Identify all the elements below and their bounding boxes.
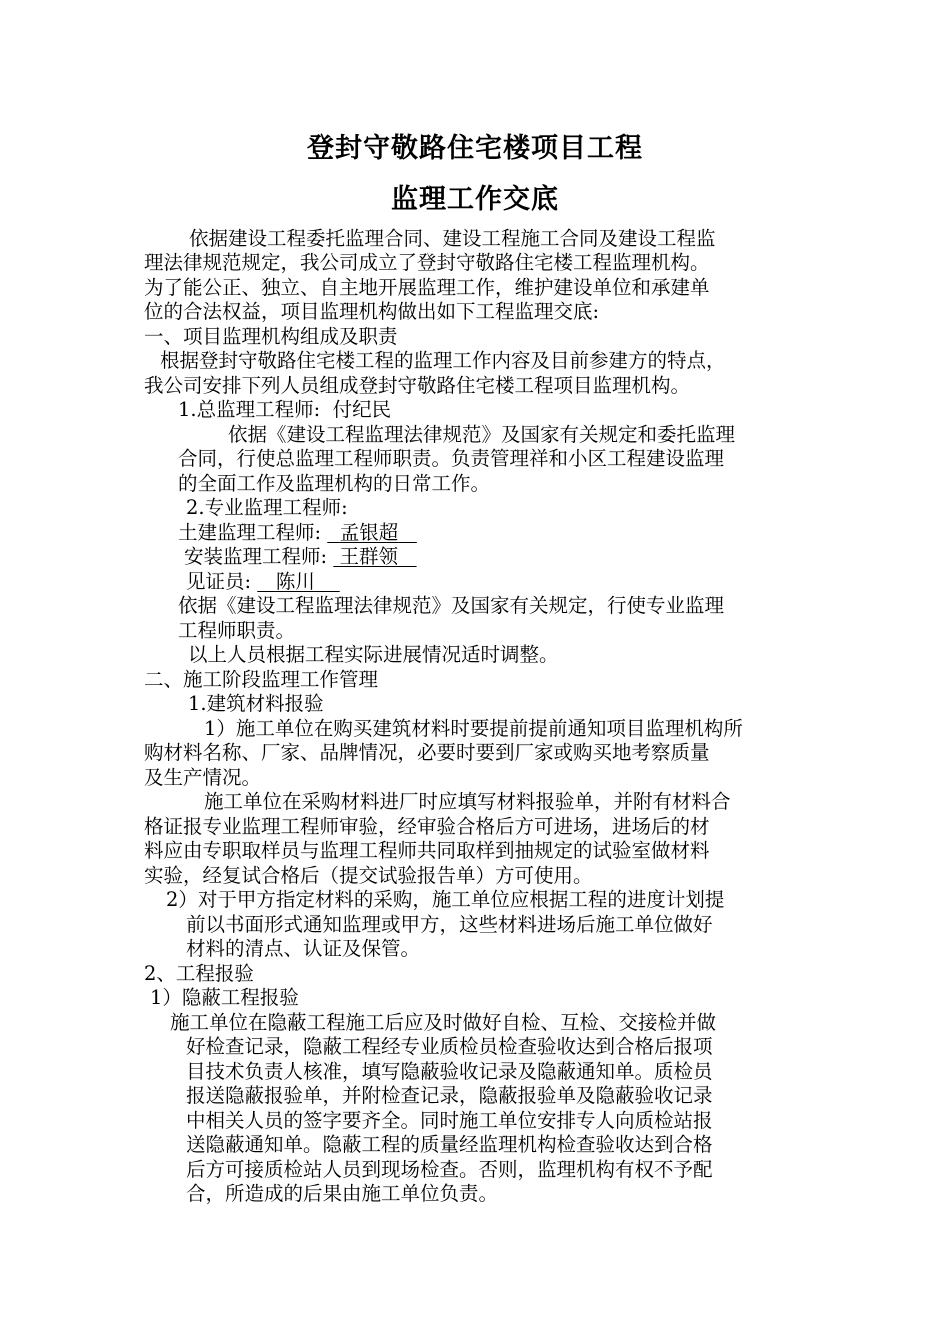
hidden-works-line: 合，所造成的后果由施工单位负责。 [186,1182,499,1205]
chief-engineer-line [178,398,391,422]
materials-entry-line: 施工单位在采购材料进厂时应填写材料报验单，并附有材料合 [204,790,731,813]
intro-line: 理法律规范规定，我公司成立了登封守敬路住宅楼工程监理机构。 [144,251,710,274]
section1-para-line: 根据登封守敬路住宅楼工程的监理工作内容及目前参建方的特点， [160,349,726,372]
hidden-works-subheading: 1）隐蔽工程报验 [150,986,299,1009]
witness-name: 陈川 [275,570,315,593]
specialist-desc-line: 依据《建设工程监理法律规范》及国家有关规定，行使专业监理 [178,594,725,617]
hidden-works-line: 好检查记录，隐蔽工程经专业质检员检查验收达到合格后报项 [186,1035,713,1058]
install-engineer-name: 王群领 [339,545,398,568]
chief-desc-line: 依据《建设工程监理法律规范》及国家有关规定和委托监理 [228,423,736,446]
materials-item1-line: 1）施工单位在购买建筑材料时要提前提前通知项目监理机构所 [204,717,743,740]
inspection-subheading: 2、工程报验 [144,962,254,985]
hidden-works-line: 施工单位在隐蔽工程施工后应及时做好自检、互检、交接检并做 [170,1011,717,1034]
chief-desc-line: 合同，行使总监理工程师职责。负责管理祥和小区工程建设监理 [178,447,725,470]
civil-engineer-name: 孟银超 [339,521,399,544]
materials-entry-line: 实验，经复试合格后（提交试验报告单）方可使用。 [144,864,593,887]
hidden-works-line: 报送隐蔽报验单，并附检查记录，隐蔽报验单及隐蔽验收记录 [186,1084,713,1107]
specialist-desc-line: 工程师职责。 [178,619,296,642]
materials-item1-line: 及生产情况。 [144,766,262,789]
section1-heading: 一、项目监理机构组成及职责 [144,325,398,348]
adjustment-note: 以上人员根据工程实际进展情况适时调整。 [188,643,559,666]
intro-line: 依据建设工程委托监理合同、建设工程施工合同及建设工程监 [189,227,716,250]
document-subtitle: 监理工作交底 [391,184,559,215]
hidden-works-line: 中相关人员的签字要齐全。同时施工单位安排专人向质检站报 [186,1109,713,1132]
materials-item2-line: 材料的清点、认证及保管。 [186,937,421,960]
install-engineer-line [184,545,417,569]
document-title: 登封守敬路住宅楼项目工程 [307,133,643,164]
witness-label: 见证员: [186,570,252,593]
chief-engineer-label: 1.总监理工程师: [178,398,321,421]
witness-line [186,570,340,594]
materials-subheading: 1.建筑材料报验 [188,692,324,715]
specialist-engineer-heading: 2.专业监理工程师: [186,496,348,519]
hidden-works-line: 送隐蔽通知单。隐蔽工程的质量经监理机构检查验收达到合格 [186,1133,713,1156]
materials-item1-line: 购材料名称、厂家、品牌情况，必要时要到厂家或购买地考察质量 [144,741,710,764]
materials-entry-line: 料应由专职取样员与监理工程师共同取样到抽规定的试验室做材料 [144,839,710,862]
intro-line: 位的合法权益，项目监理机构做出如下工程监理交底: [144,300,600,323]
section2-heading: 二、施工阶段监理工作管理 [144,668,379,691]
install-engineer-label: 安装监理工程师: [184,545,328,568]
intro-line: 为了能公正、独立、自主地开展监理工作，维护建设单位和承建单 [144,276,710,299]
hidden-works-line: 后方可接质检站人员到现场检查。否则，监理机构有权不予配 [186,1158,713,1181]
materials-item2-line: 前以书面形式通知监理或甲方，这些材料进场后施工单位做好 [186,913,713,936]
civil-engineer-line [178,521,417,545]
chief-desc-line: 的全面工作及监理机构的日常工作。 [178,472,491,495]
materials-item2-line: 2）对于甲方指定材料的采购，施工单位应根据工程的进度计划提 [166,888,725,911]
civil-engineer-label: 土建监理工程师: [178,521,322,544]
chief-engineer-name: 付纪民 [332,398,392,421]
section1-para-line: 我公司安排下列人员组成登封守敬路住宅楼工程项目监理机构。 [144,374,691,397]
materials-entry-line: 格证报专业监理工程师审验，经审验合格后方可进场，进场后的材 [144,815,710,838]
hidden-works-line: 目技术负责人核准，填写隐蔽验收记录及隐蔽通知单。质检员 [186,1060,713,1083]
